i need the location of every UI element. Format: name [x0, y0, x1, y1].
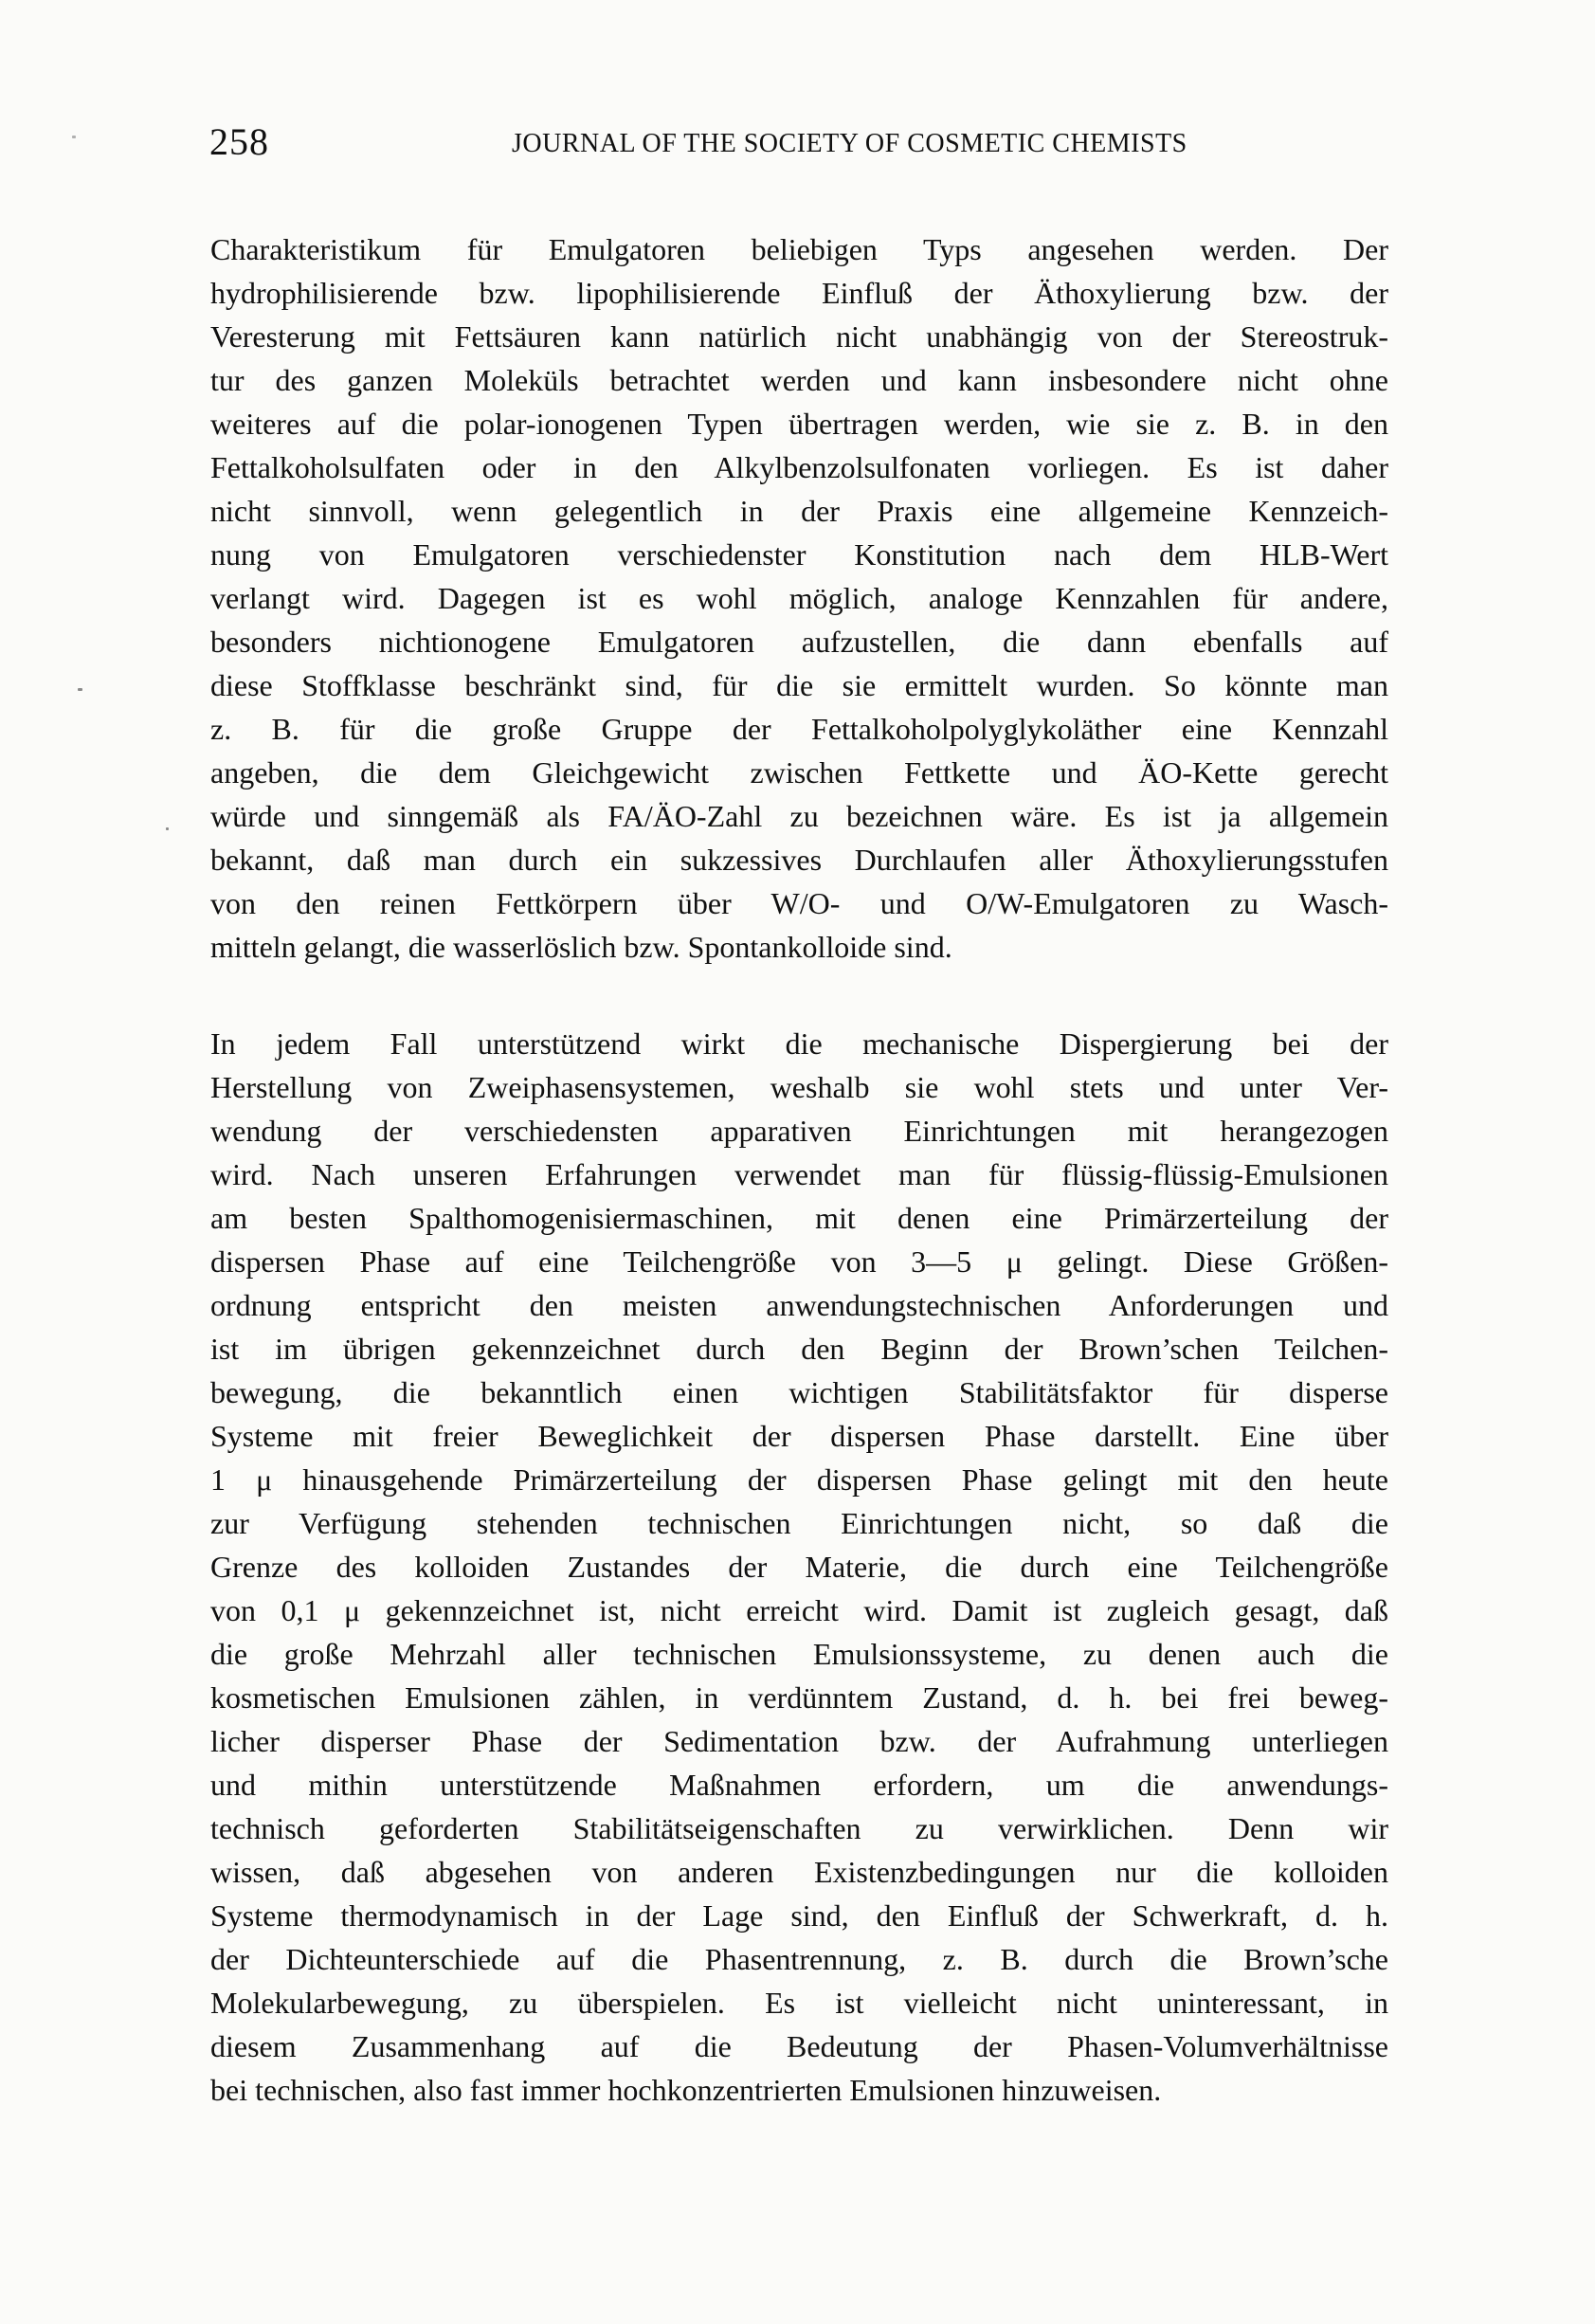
- scan-speck: [166, 827, 169, 830]
- text-line: angeben, die dem Gleichgewicht zwischen Fettkette und ÄO-Kette gerecht: [210, 755, 1388, 790]
- text-line: In jedem Fall unterstützend wirkt die mechanische Dispergierung bei der: [210, 1026, 1388, 1061]
- text-line: würde und sinngemäß als FA/ÄO-Zahl zu bezeichnen wäre. Es ist ja allgemein: [210, 799, 1388, 833]
- paragraph: [210, 227, 1388, 969]
- text-line: licher disperser Phase der Sedimentation bzw. der Aufrahmung unterliegen: [210, 1724, 1388, 1758]
- text-line: besonders nichtionogene Emulgatoren aufzustellen, die dann ebenfalls auf: [210, 625, 1388, 659]
- text-line: Molekularbewegung, zu überspielen. Es ist vielleicht nicht uninteressant, in: [210, 1986, 1388, 2020]
- text-line: bewegung, die bekanntlich einen wichtigen Stabilitätsfaktor für disperse: [210, 1375, 1388, 1409]
- text-line: nung von Emulgatoren verschiedenster Konstitution nach dem HLB-Wert: [210, 537, 1388, 572]
- text-line: dispersen Phase auf eine Teilchengröße von 3—5 μ gelingt. Diese Größen-: [210, 1244, 1388, 1279]
- text-line: am besten Spalthomogenisiermaschinen, mit denen eine Primärzerteilung der: [210, 1201, 1388, 1235]
- running-title: JOURNAL OF THE SOCIETY OF COSMETIC CHEMISTS: [512, 129, 1187, 158]
- text-line: bei technischen, also fast immer hochkonzentrierten Emulsionen hinzuweisen.: [210, 2073, 1162, 2107]
- text-line: Grenze des kolloiden Zustandes der Materie, die durch eine Teilchengröße: [210, 1550, 1388, 1584]
- paragraph: [210, 1022, 1388, 2112]
- text-line: von 0,1 μ gekennzeichnet ist, nicht erreicht wird. Damit ist zugleich gesagt, daß: [210, 1593, 1388, 1627]
- text-line: z. B. für die große Gruppe der Fettalkoholpolyglykoläther eine Kennzahl: [210, 712, 1388, 746]
- text-line: mitteln gelangt, die wasserlöslich bzw. Spontankolloide sind.: [210, 930, 952, 964]
- text-line: bekannt, daß man durch ein sukzessives Durchlaufen aller Äthoxylierungsstufen: [210, 843, 1388, 877]
- text-line: weiteres auf die polar-ionogenen Typen übertragen werden, wie sie z. B. in den: [210, 407, 1388, 441]
- text-line: Fettalkoholsulfaten oder in den Alkylbenzolsulfonaten vorliegen. Es ist daher: [210, 450, 1388, 484]
- text-line: wendung der verschiedensten apparativen Einrichtungen mit herangezogen: [210, 1114, 1388, 1148]
- text-line: Systeme mit freier Beweglichkeit der dispersen Phase darstellt. Eine über: [210, 1419, 1388, 1453]
- text-line: ordnung entspricht den meisten anwendungstechnischen Anforderungen und: [210, 1288, 1388, 1322]
- text-line: Charakteristikum für Emulgatoren beliebigen Typs angesehen werden. Der: [210, 232, 1388, 266]
- text-line: von den reinen Fettkörpern über W/O- und O/W-Emulgatoren zu Wasch-: [210, 886, 1388, 920]
- text-line: ist im übrigen gekennzeichnet durch den Beginn der Brown’schen Teilchen-: [210, 1332, 1388, 1366]
- text-line: hydrophilisierende bzw. lipophilisierende Einfluß der Äthoxylierung bzw. der: [210, 276, 1388, 310]
- text-line: zur Verfügung stehenden technischen Einrichtungen nicht, so daß die: [210, 1506, 1388, 1540]
- text-line: tur des ganzen Moleküls betrachtet werden und kann insbesondere nicht ohne: [210, 363, 1388, 397]
- text-line: nicht sinnvoll, wenn gelegentlich in der Praxis eine allgemeine Kennzeich-: [210, 494, 1388, 528]
- scan-speck: [72, 136, 76, 138]
- scan-speck: [78, 688, 82, 691]
- text-line: diese Stoffklasse beschränkt sind, für die sie ermittelt wurden. So könnte man: [210, 668, 1388, 702]
- text-line: Veresterung mit Fettsäuren kann natürlich nicht unabhängig von der Stereostruk-: [210, 319, 1388, 354]
- text-line: wird. Nach unseren Erfahrungen verwendet man für flüssig-flüssig-Emulsionen: [210, 1157, 1388, 1191]
- text-line: technisch geforderten Stabilitätseigenschaften zu verwirklichen. Denn wir: [210, 1811, 1388, 1845]
- text-line: wissen, daß abgesehen von anderen Existenzbedingungen nur die kolloiden: [210, 1855, 1388, 1889]
- text-line: und mithin unterstützende Maßnahmen erfordern, um die anwendungs-: [210, 1768, 1388, 1802]
- article-body: [210, 227, 1388, 2112]
- text-line: diesem Zusammenhang auf die Bedeutung der Phasen-Volumverhältnisse: [210, 2029, 1388, 2063]
- text-line: der Dichteunterschiede auf die Phasentrennung, z. B. durch die Brown’sche: [210, 1942, 1388, 1976]
- text-line: die große Mehrzahl aller technischen Emulsionssysteme, zu denen auch die: [210, 1637, 1388, 1671]
- text-line: verlangt wird. Dagegen ist es wohl möglich, analoge Kennzahlen für andere,: [210, 581, 1388, 615]
- page-number: 258: [209, 120, 269, 163]
- text-line: kosmetischen Emulsionen zählen, in verdünntem Zustand, d. h. bei frei beweg-: [210, 1680, 1388, 1715]
- text-line: Systeme thermodynamisch in der Lage sind, den Einfluß der Schwerkraft, d. h.: [210, 1898, 1388, 1933]
- text-line: 1 μ hinausgehende Primärzerteilung der dispersen Phase gelingt mit den heute: [210, 1462, 1388, 1497]
- text-line: Herstellung von Zweiphasensystemen, weshalb sie wohl stets und unter Ver-: [210, 1070, 1388, 1104]
